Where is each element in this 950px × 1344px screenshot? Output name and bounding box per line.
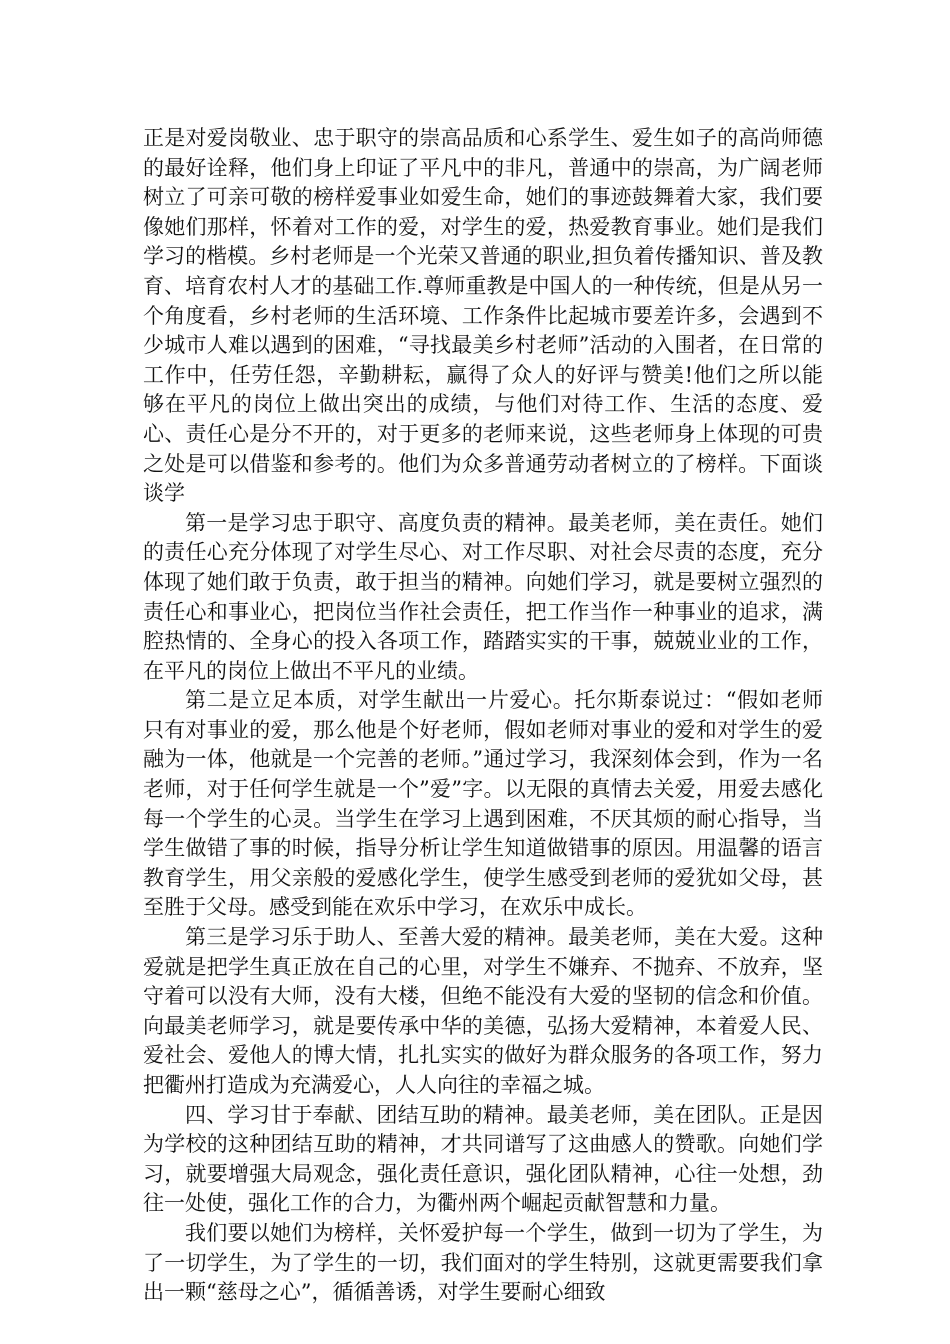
paragraph-6: 我们要以她们为榜样，关怀爱护每一个学生，做到一切为了学生，为了一切学生，为了学生的一切，我们面对的学生特别，这就更需要我们拿出一颗“慈母之心”，循循善诱，对学生要耐心细致 xyxy=(143,1220,823,1305)
paragraph-2: 第一是学习忠于职守、高度负责的精神。最美老师，美在责任。她们的责任心充分体现了对学生尽心、对工作尽职、对社会尽责的态度，充分体现了她们敢于负责，敢于担当的精神。向她们学习，就是要树立强烈的责任心和事业心，把岗位当作社会责任，把工作当作一种事业的追求，满腔热情的、全身心的投入各项工作，踏踏实实的干事，兢兢业业的工作，在平凡的岗位上做出不平凡的业绩。 xyxy=(143,510,823,683)
paragraph-5: 四、学习甘于奉献、团结互助的精神。最美老师，美在团队。正是因为学校的这种团结互助的精神，才共同谱写了这曲感人的赞歌。向她们学习，就要增强大局观念，强化责任意识，强化团队精神，心往一处想，劲往一处使，强化工作的合力，为衢州两个崛起贡献智慧和力量。 xyxy=(143,1102,823,1216)
paragraph-3: 第二是立足本质，对学生献出一片爱心。托尔斯泰说过：“假如老师只有对事业的爱，那么他是个好老师，假如老师对事业的爱和对学生的爱融为一体，他就是一个完善的老师。”通过学习，我深刻体会到，作为一名老师，对于任何学生就是一个”爱”字。以无限的真情去关爱，用爱去感化每一个学生的心灵。当学生在学习上遇到困难，不厌其烦的耐心指导，当学生做错了事的时候，指导分析让学生知道做错事的原因。用温馨的语言教育学生，用父亲般的爱感化学生，使学生感受到老师的爱犹如父母，甚至胜于父母。感受到能在欢乐中学习，在欢乐中成长。 xyxy=(143,688,823,920)
paragraph-4: 第三是学习乐于助人、至善大爱的精神。最美老师，美在大爱。这种爱就是把学生真正放在自己的心里，对学生不嫌弃、不抛弃、不放弃，坚守着可以没有大师，没有大楼，但绝不能没有大爱的坚韧的信念和价值。向最美老师学习，就是要传承中华的美德，弘扬大爱精神，本着爱人民、爱社会、爱他人的博大情，扎扎实实的做好为群众服务的各项工作，努力把衢州打造成为充满爱心，人人向往的幸福之城。 xyxy=(143,925,823,1097)
paragraph-1: 正是对爱岗敬业、忠于职守的崇高品质和心系学生、爱生如子的高尚师德的最好诠释，他们身上印证了平凡中的非凡，普通中的崇高，为广阔老师树立了可亲可敬的榜样爱事业如爱生命，她们的事迹鼓舞着大家，我们要像她们那样，怀着对工作的爱，对学生的爱，热爱教育事业。她们是我们学习的楷模。乡村老师是一个光荣又普通的职业,担负着传播知识、普及教育、培育农村人才的基础工作.尊师重教是中国人的一种传统，但是从另一个角度看，乡村老师的生活环境、工作条件比起城市要差许多，会遇到不少城市人难以遇到的困难，“寻找最美乡村老师”活动的入围者，在日常的工作中，任劳任怨，辛勤耕耘，赢得了众人的好评与赞美!他们之所以能够在平凡的岗位上做出突出的成绩，与他们对待工作、生活的态度、爱心、责任心是分不开的，对于更多的老师来说，这些老师身上体现的可贵之处是可以借鉴和参考的。他们为众多普通劳动者树立的了榜样。下面谈谈学 xyxy=(143,126,823,506)
document-body xyxy=(143,124,823,1308)
